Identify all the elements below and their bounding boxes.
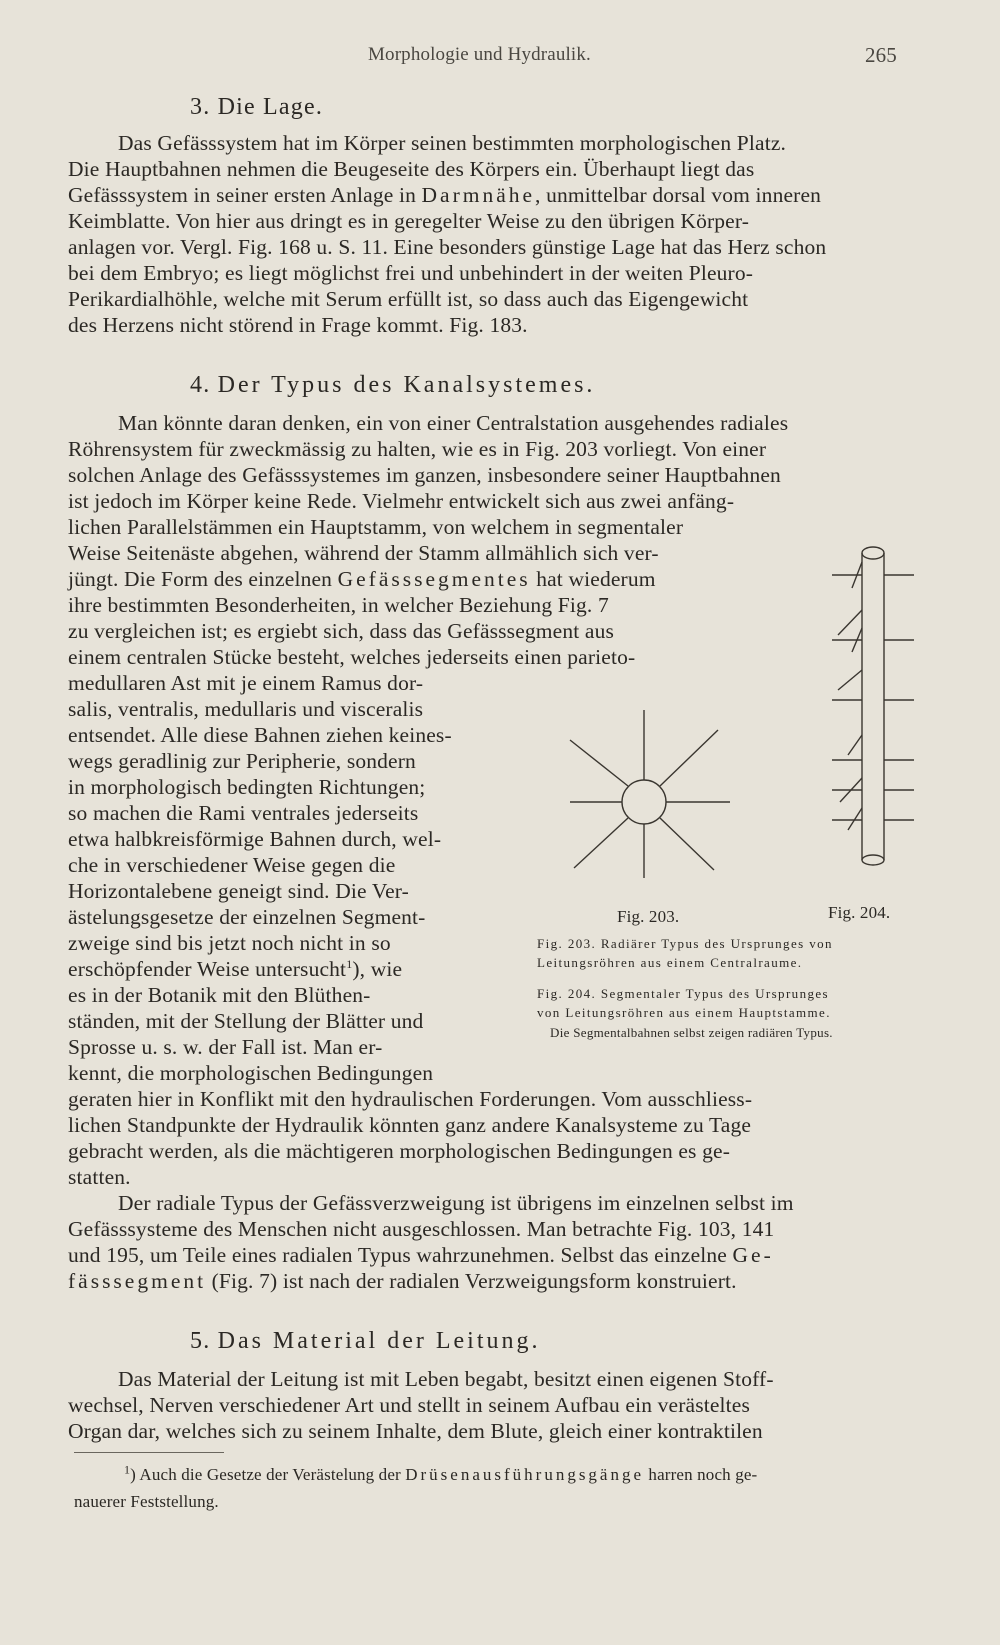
text-line: einem centralen Stücke besteht, welches jederseits einen parieto- [68,645,636,669]
page-number: 265 [865,43,897,67]
text-line: statten. [68,1165,131,1189]
text-line: Die Hauptbahnen nehmen die Beugeseite des Körpers ein. Überhaupt liegt das [68,157,755,181]
figure-204-segmental-diagram [818,540,928,870]
text-line: Organ dar, welches sich zu seinem Inhalte, dem Blute, gleich einer kontraktilen [68,1419,763,1443]
text-line: ihre bestimmten Besonderheiten, in welcher Beziehung Fig. 7 [68,593,609,617]
text-line: gebracht werden, als die mächtigeren morphologischen Bedingungen es ge- [68,1139,731,1163]
text-line: Röhrensystem für zweckmässig zu halten, wie es in Fig. 203 vorliegt. Von einer [68,437,767,461]
segment-stroke [838,610,862,635]
figure-203-caption: Leitungsröhren aus einem Centralraume. [537,955,803,970]
text-line: zweige sind bis jetzt noch nicht in so [68,931,391,955]
footnote-line: nauerer Feststellung. [74,1492,219,1511]
text-line: Gefässsystem in seiner ersten Anlage in Darmnähe, unmittelbar dorsal vom inneren [68,183,822,207]
text-line: geraten hier in Konflikt mit den hydraulischen Forderungen. Vom ausschliess- [68,1087,753,1111]
text-line: ständen, mit der Stellung der Blätter und [68,1009,424,1033]
footnote-rule [74,1452,224,1453]
text-line: medullaren Ast mit je einem Ramus dor- [68,671,424,695]
text-line: jüngt. Die Form des einzelnen Gefässsegmentes hat wiederum [68,567,656,591]
text-line: etwa halbkreisförmige Bahnen durch, wel- [68,827,442,851]
text-line: ist jedoch im Körper keine Rede. Vielmehr entwickelt sich aus zwei anfäng- [68,489,735,513]
figure-203-caption: Fig. 203. Radiärer Typus des Ursprunges von [537,936,833,951]
text-line: che in verschiedener Weise gegen die [68,853,396,877]
text-line: erschöpfender Weise untersucht$^1$), wie [68,956,403,981]
text-line: so machen die Rami ventrales jederseits [68,801,419,825]
central-space-circle [622,780,666,824]
text-line: lichen Standpunkte der Hydraulik könnten ganz andere Kanalsysteme zu Tage [68,1113,752,1137]
radial-tube [574,818,628,868]
text-line: entsendet. Alle diese Bahnen ziehen keines- [68,723,452,747]
text-line: kennt, die morphologischen Bedingungen [68,1061,434,1085]
section-title-4: 4. Der Typus des Kanalsystemes. [190,372,596,398]
text-line: Keimblatte. Von hier aus dringt es in geregelter Weise zu den übrigen Körper- [68,209,750,233]
text-line: bei dem Embryo; es liegt möglichst frei und unbehindert in der weiten Pleuro- [68,261,754,285]
text-line: Perikardialhöhle, welche mit Serum erfüllt ist, so dass auch das Eigengewicht [68,287,749,311]
footnote-ref: 1 [346,956,353,971]
text-line: Man könnte daran denken, ein von einer Centralstation ausgehendes radiales [118,411,789,435]
text-line: zu vergleichen ist; es ergiebt sich, dass das Gefässsegment aus [68,619,615,643]
text-line: Das Gefässsystem hat im Körper seinen bestimmten morphologischen Platz. [118,131,787,155]
text-line: wegs geradlinig zur Peripherie, sondern [68,749,416,773]
text-line: solchen Anlage des Gefässsystemes im ganzen, insbesondere seiner Hauptbahnen [68,463,781,487]
figure-204-caption: von Leitungsröhren aus einem Hauptstamme. [537,1005,831,1020]
section-title-3: 3. Die Lage. [190,94,324,120]
figure-204-caption: Die Segmentalbahnen selbst zeigen radiären Typus. [550,1025,833,1040]
text-line: Horizontalebene geneigt sind. Die Ver- [68,879,409,903]
segment-stroke [848,735,862,755]
emphasis-darmnaehe: Darmnähe [421,183,536,207]
figure-204-label: Fig. 204. [828,903,891,922]
text-line: des Herzens nicht störend in Frage kommt. Fig. 183. [68,313,528,337]
text-line: lichen Parallelstämmen ein Hauptstamm, von welchem in segmentaler [68,515,684,539]
section-title-5: 5. Das Material der Leitung. [190,1328,541,1354]
text-line: ästelungsgesetze der einzelnen Segment- [68,905,426,929]
emphasis-gefaesssegmentes: Gefässsegmentes [337,567,531,591]
text-line: und 195, um Teile eines radialen Typus wahrzunehmen. Selbst das einzelne Ge- [68,1243,774,1267]
main-trunk-bottom [862,855,884,865]
figure-204-caption: Fig. 204. Segmentaler Typus des Ursprunges [537,986,830,1001]
footnote-line: $^1$) Auch die Gesetze der Verästelung der Drüsenausführungsgänge harren noch ge- [124,1462,758,1484]
segment-stroke [848,808,862,830]
emphasis-gefaesssegment: fässsegment [68,1269,207,1293]
text-line: wechsel, Nerven verschiedener Art und stellt in seinem Aufbau ein verästeltes [68,1393,751,1417]
text-line: Weise Seitenäste abgehen, während der Stamm allmählich sich ver- [68,541,659,565]
figure-203-radial-diagram [560,700,740,880]
text-line: es in der Botanik mit den Blüthen- [68,983,371,1007]
radial-tube [660,818,714,870]
text-line: Das Material der Leitung ist mit Leben begabt, besitzt einen eigenen Stoff- [118,1367,774,1391]
radial-tube [660,730,718,786]
text-line: in morphologisch bedingten Richtungen; [68,775,426,799]
segment-stroke [838,670,862,690]
text-line: fässsegment (Fig. 7) ist nach der radialen Verzweigungsform konstruiert. [68,1269,737,1293]
text-line: Der radiale Typus der Gefässverzweigung ist übrigens im einzelnen selbst im [118,1191,794,1215]
figure-203-label: Fig. 203. [617,907,680,926]
radial-tube [570,740,628,786]
running-title: Morphologie und Hydraulik. [368,44,591,65]
text-line: Sprosse u. s. w. der Fall ist. Man er- [68,1035,383,1059]
text-line: Gefässsysteme des Menschen nicht ausgeschlossen. Man betrachte Fig. 103, 141 [68,1217,775,1241]
text-line: anlagen vor. Vergl. Fig. 168 u. S. 11. Eine besonders günstige Lage hat das Herz schon [68,235,827,259]
main-trunk-top [862,547,884,559]
text-line: salis, ventralis, medullaris und visceralis [68,697,424,721]
